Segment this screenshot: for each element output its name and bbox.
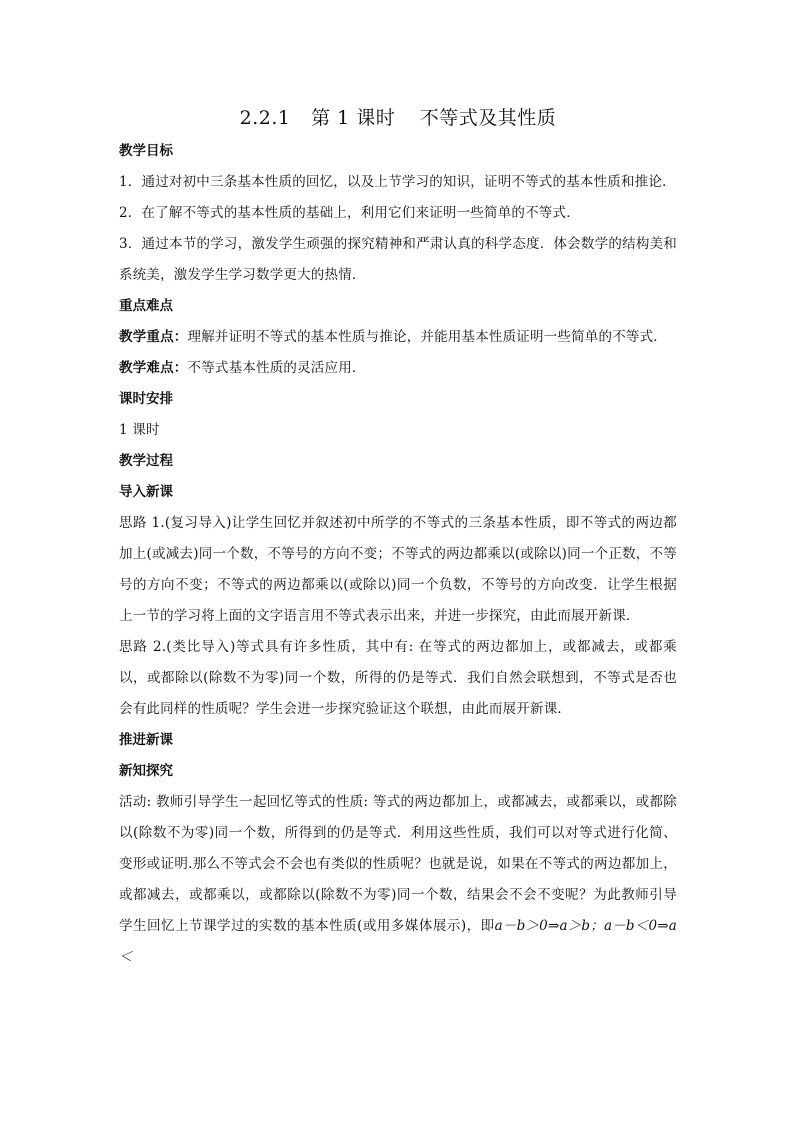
difficulty-label: 教学难点：	[119, 360, 188, 376]
key-point-paragraph	[119, 322, 677, 353]
activity-text: 活动: 教师引导学生一起回忆等式的性质: 等式的两边都加上，或都减去，或都乘以，或都除以(除数不为零)同一个数，所得到的仍是等式．利用这些性质，我们可以对等式进行化简、变形或证明.那么不等式会不会也有类似的性质呢？也就是说，如果在不等式的两边都加上，或都减去，或都乘以，或都除以(除数不为零)同一个数，结果会不会不变呢？为此教师引导学生回忆上节课学过的实数的基本性质(或用多媒体展示)，即	[119, 794, 677, 934]
document-body	[119, 104, 677, 973]
key-points-heading: 重点难点	[119, 298, 173, 314]
title-section-number: 2.2.1	[239, 107, 291, 129]
key-point-text: 理解并证明不等式的基本性质与推论，并能用基本性质证明一些简单的不等式．	[187, 329, 667, 345]
objective-item-1: 1．通过对初中三条基本性质的回忆，以及上节学习的知识，证明不等式的基本性质和推论．	[119, 174, 676, 190]
key-point-label: 教学重点：	[119, 329, 188, 345]
advance-heading: 推进新课	[119, 732, 173, 748]
title-lesson: 第 1 课时	[311, 107, 396, 129]
objective-item-2: 2．在了解不等式的基本性质的基础上，利用它们来证明一些简单的不等式．	[119, 205, 580, 221]
title-topic: 不等式及其性质	[419, 107, 557, 129]
process-heading: 教学过程	[119, 453, 173, 469]
intro-heading: 导入新课	[119, 484, 173, 500]
schedule-heading: 课时安排	[119, 391, 173, 407]
approach-2-paragraph: 思路 2.(类比导入)等式具有许多性质，其中有: 在等式的两边都加上，或都减去，或都乘以，或都除以(除数不为零)同一个数，所得的仍是等式．我们自然会联想到，不等式是否也会有此同样的性质呢？学生会进一步探究验证这个联想，由此而展开新课．	[119, 639, 677, 717]
approach-1-paragraph: 思路 1.(复习导入)让学生回忆并叙述初中所学的不等式的三条基本性质，即不等式的两边都加上(或减去)同一个数，不等号的方向不变；不等式的两边都乘以(或除以)同一个正数，不等号的方向不变；不等式的两边都乘以(或除以)同一个负数，不等号的方向改变．让学生根据上一节的学习将上面的文字语言用不等式表示出来，并进一步探究，由此而展开新课．	[119, 515, 677, 624]
objectives-heading: 教学目标	[119, 143, 173, 159]
page-title	[119, 104, 677, 132]
difficulty-text: 不等式基本性质的灵活应用．	[187, 360, 366, 376]
explore-heading: 新知探究	[119, 763, 173, 779]
activity-paragraph	[119, 787, 677, 973]
schedule-text: 1 课时	[119, 422, 160, 438]
activity-formula: a－b＞0⇒a＞b；a－b＜0⇒a＜	[119, 918, 677, 965]
objective-item-3: 3．通过本节的学习，激发学生顽强的探究精神和严肃认真的科学态度．体会数学的结构美和系统美，激发学生学习数学更大的热情．	[119, 236, 677, 283]
difficulty-paragraph	[119, 353, 677, 384]
